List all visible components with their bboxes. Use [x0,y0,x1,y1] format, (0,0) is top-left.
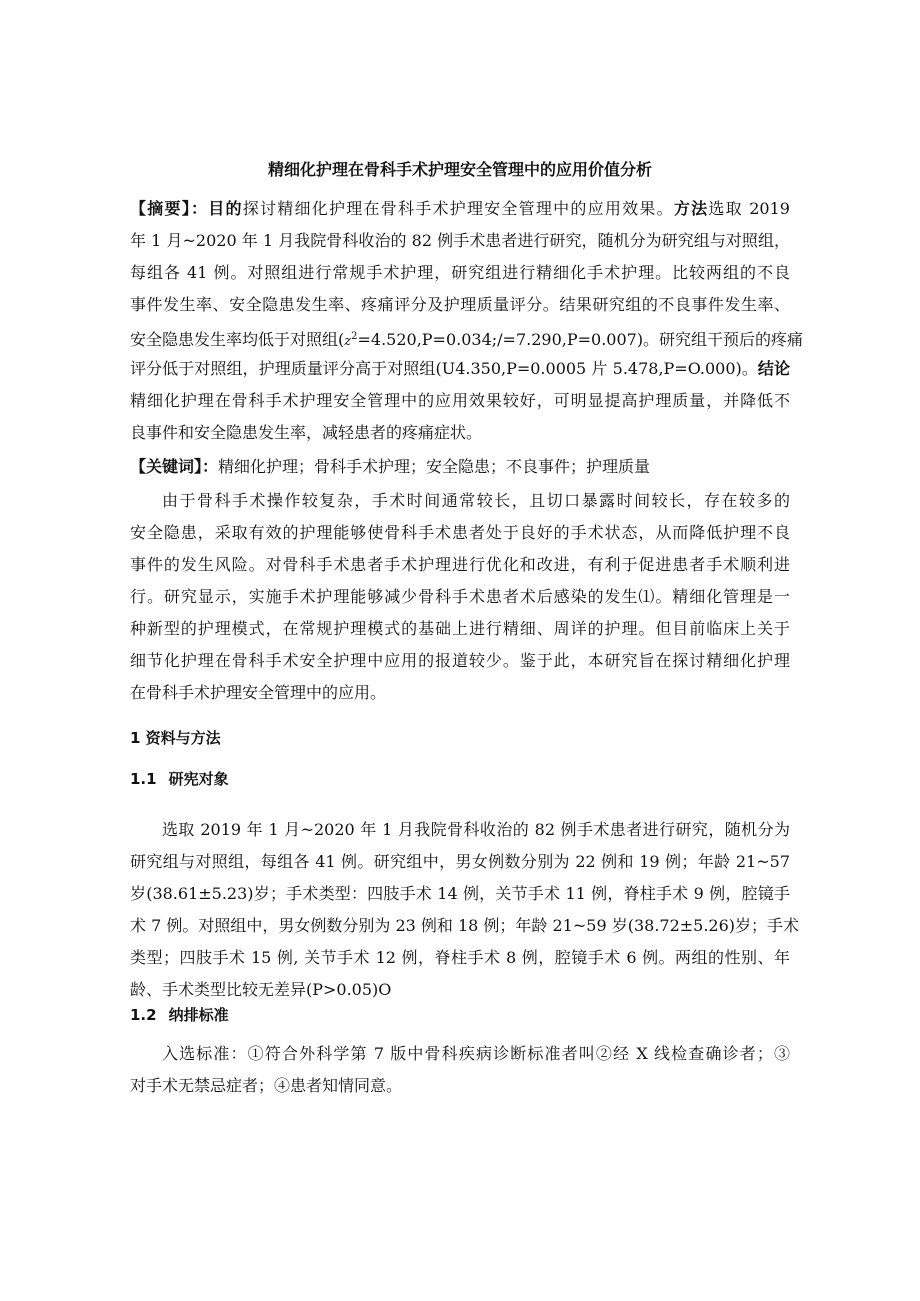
subjects-line-6: 龄、手术类型比较无差异(P>0.05)O [130,980,392,999]
intro-line-4: 行。研究显示，实施手术护理能够减少骨科手术患者术后感染的发生⑴。精细化管理是一 [130,587,790,606]
subjects-line-5: 类型；四肢手术 15 例, 关节手术 12 例，脊柱手术 8 例，腔镜手术 6 例。两组的性别、年 [130,948,790,967]
keywords-line [130,455,790,479]
abstract-line-5-a: 安全隐患发生率均低于对照组( [130,330,345,349]
abstract-label: 【摘要】： [130,199,209,218]
abstract-line-2: 年 1 月~2020 年 1 月我院骨科收治的 82 例手术患者进行研究，随机分为研究组与对照组， [130,231,790,250]
intro-line-2: 安全隐患，采取有效的护理能够使骨科手术患者处于良好的手术状态，从而降低护理不良 [130,523,790,542]
criteria-line-2: 对手术无禁忌症者；④患者知情同意。 [130,1076,403,1095]
intro-line-1: 由于骨科手术操作较复杂，手术时间通常较长，且切口暴露时间较长，存在较多的 [162,491,790,510]
abstract-line-8: 良事件和安全隐患发生率，减轻患者的疼痛症状。 [130,423,483,442]
abstract-line-6 [130,357,790,381]
purpose-label: 目的 [208,199,243,218]
intro-line-6: 细节化护理在骨科手术安全护理中应用的报道较少。鉴于此，本研究旨在探讨精细化护理 [130,651,790,670]
intro-line-5: 种新型的护理模式，在常规护理模式的基础上进行精细、周详的护理。但目前临床上关于 [130,619,790,638]
abstract-line-6-text: 评分低于对照组，护理质量评分高于对照组(U4.350,P=0.0005 片 5.478,P=O.000)。 [130,359,758,378]
abstract-line-7: 精细化护理在骨科手术护理安全管理中的应用效果较好，可明显提高护理质量，并降低不 [130,391,790,410]
document-title: 精细化护理在骨科手术护理安全管理中的应用价值分析 [267,160,652,179]
section-1-1-heading [130,768,229,790]
keywords-text: 精细化护理；骨科手术护理；安全隐患；不良事件；护理质量 [218,457,651,476]
abstract-line-5-b: =4.520,P=0.034;/=7.290,P=0.007)。研究组干预后的疼痛 [357,330,804,349]
section-1-1-title: 研宪对象 [168,770,229,788]
abstract-line-5 [130,325,804,354]
subjects-line-3: 岁(38.61±5.23)岁；手术类型：四肢手术 14 例，关节手术 11 例，脊柱手术 9 例，腔镜手 [130,884,790,903]
conclusion-label: 结论 [757,359,790,378]
section-1-heading: 1 资料与方法 [130,729,221,747]
chi-superscript: 2 [351,331,358,342]
method-label: 方法 [673,199,709,218]
abstract-line-3: 每组各 41 例。对照组进行常规手术护理，研究组进行精细化手术护理。比较两组的不良 [130,263,790,282]
chi-symbol: z [344,334,352,349]
purpose-text: 探讨精细化护理在骨科手术护理安全管理中的应用效果。 [242,199,674,218]
subjects-line-1: 选取 2019 年 1 月~2020 年 1 月我院骨科收治的 82 例手术患者进行研究，随机分为 [162,820,790,839]
keywords-label: 【关键词】： [130,457,219,476]
subjects-line-4: 术 7 例。对照组中，男女例数分别为 23 例和 18 例；年龄 21~59 岁(38.72±5.26)岁；手术 [130,916,800,935]
criteria-line-1: 入选标准：①符合外科学第 7 版中骨科疾病诊断标准者叫②经 X 线检查确诊者；③ [162,1044,790,1063]
abstract-line-4: 事件发生率、安全隐患发生率、疼痛评分及护理质量评分。结果研究组的不良事件发生率、 [130,295,790,314]
intro-line-3: 事件的发生风险。对骨科手术患者手术护理进行优化和改进，有利于促进患者手术顺利进 [130,555,790,574]
section-1-1-number: 1.1 [130,770,157,788]
abstract-line-1 [130,197,790,221]
section-1-2-title: 纳排标准 [168,1006,229,1024]
section-1-2-heading [130,1004,229,1026]
abstract-line-1-tail: 选取 2019 [708,199,790,218]
subjects-line-2: 研究组与对照组，每组各 41 例。研究组中，男女例数分别为 22 例和 19 例；年龄 21~57 [130,852,790,871]
intro-line-7: 在骨科手术护理安全管理中的应用。 [130,683,387,702]
section-1-2-number: 1.2 [130,1006,157,1024]
